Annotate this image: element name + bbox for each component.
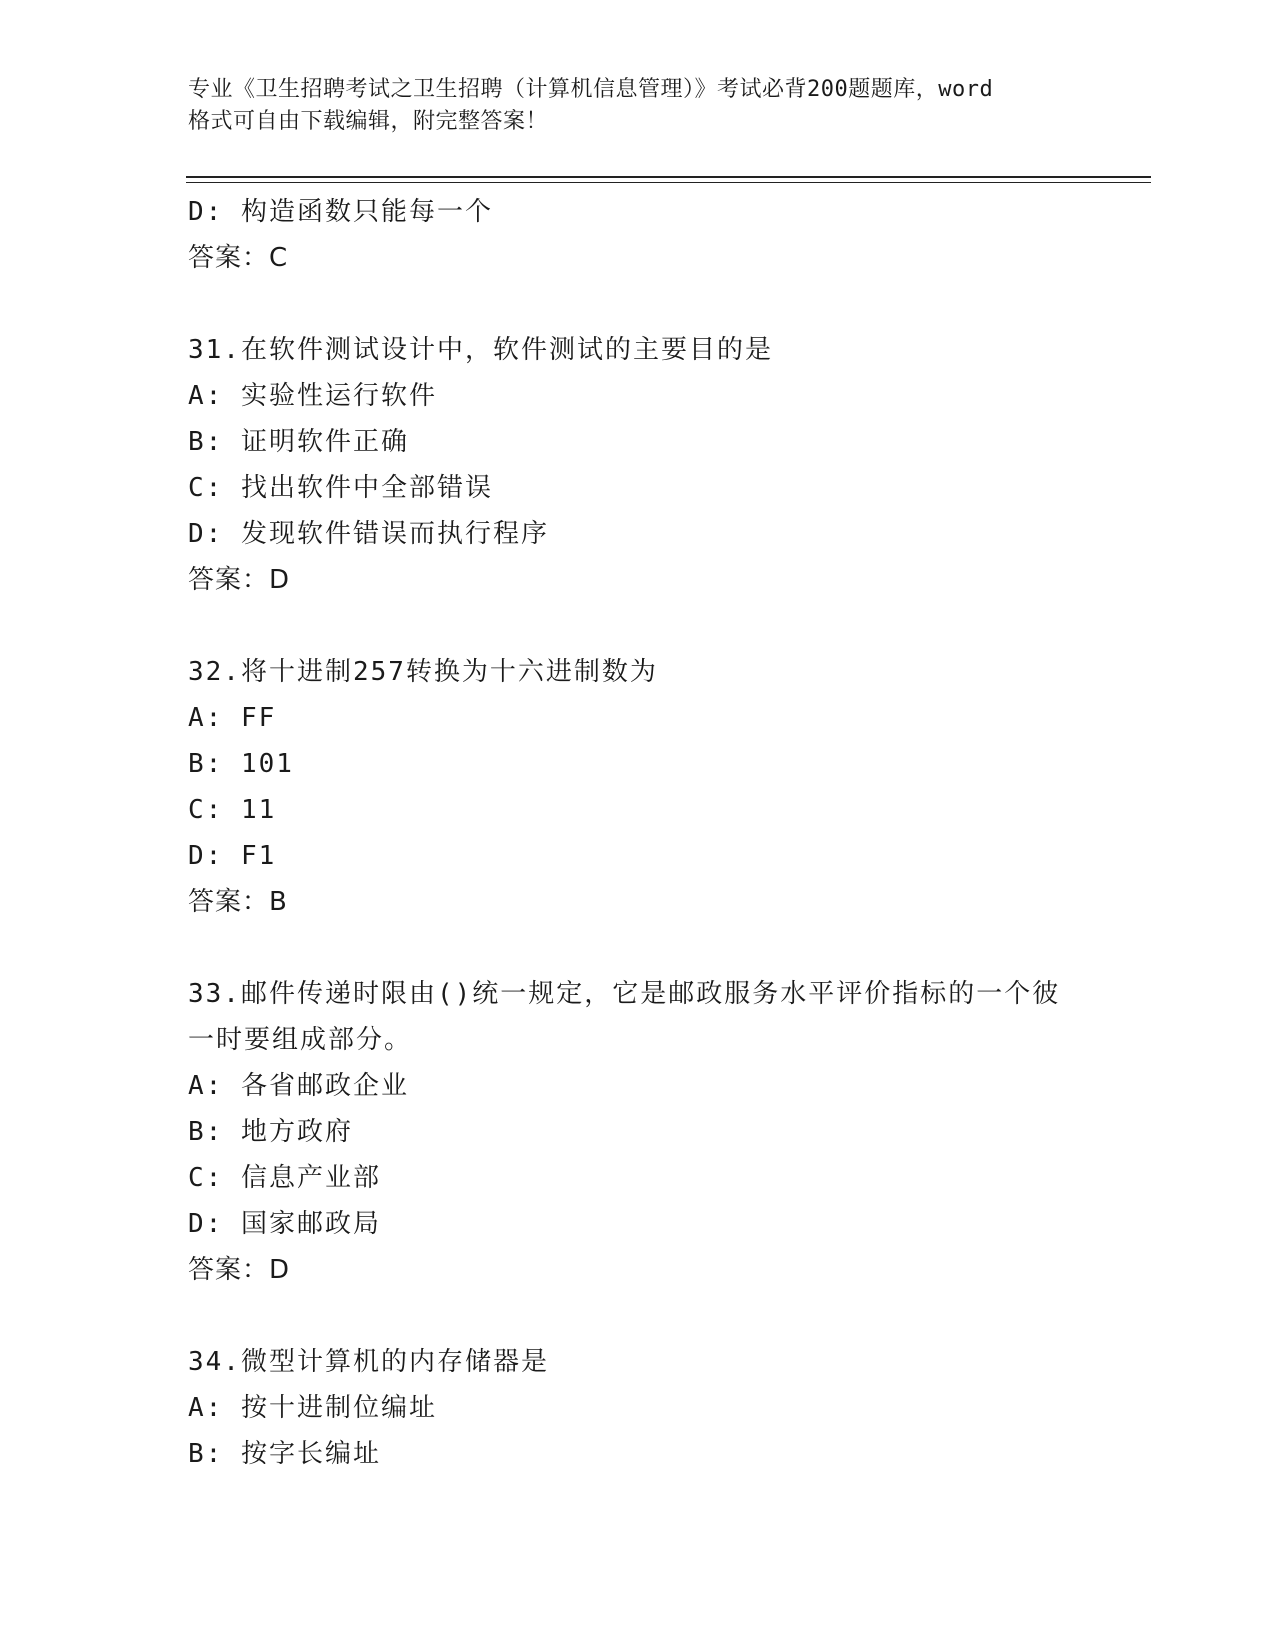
question-34 (188, 1339, 1088, 1477)
question-stem: 31.在软件测试设计中，软件测试的主要目的是 (188, 335, 773, 365)
document-header (188, 74, 1108, 138)
question-31 (188, 327, 1088, 603)
question-33 (188, 971, 1088, 1293)
option-a: A: 各省邮政企业 (188, 1071, 409, 1101)
question-32 (188, 649, 1088, 925)
header-title-line-2: 格式可自由下载编辑，附完整答案！ (188, 109, 549, 134)
option-d: D: 国家邮政局 (188, 1209, 381, 1239)
question-stem-line-2: 一时要组成部分。 (188, 1025, 413, 1055)
option-a: A: 按十进制位编址 (188, 1393, 437, 1423)
header-divider-thin (186, 182, 1151, 183)
prev-option-d: D: 构造函数只能每一个 (188, 197, 493, 227)
option-c: C: 11 (188, 795, 277, 825)
question-list (188, 189, 1088, 1477)
answer: 答案：D (188, 565, 291, 595)
question-stem-line-1: 33.邮件传递时限由()统一规定，它是邮政服务水平评价指标的一个彼 (188, 979, 1061, 1009)
option-b: B: 101 (188, 749, 294, 779)
prev-answer: 答案：C (188, 243, 289, 273)
spacer (188, 925, 1088, 971)
question-stem: 34.微型计算机的内存储器是 (188, 1347, 549, 1377)
spacer (188, 1293, 1088, 1339)
spacer (188, 281, 1088, 327)
option-d: D: 发现软件错误而执行程序 (188, 519, 549, 549)
option-b: B: 地方政府 (188, 1117, 353, 1147)
option-d: D: F1 (188, 841, 277, 871)
option-c: C: 信息产业部 (188, 1163, 381, 1193)
option-c: C: 找出软件中全部错误 (188, 473, 493, 503)
spacer (188, 603, 1088, 649)
question-stem: 32.将十进制257转换为十六进制数为 (188, 657, 658, 687)
option-b: B: 证明软件正确 (188, 427, 409, 457)
option-b: B: 按字长编址 (188, 1439, 381, 1469)
option-a: A: FF (188, 703, 277, 733)
answer: 答案：B (188, 887, 288, 917)
header-divider-thick (186, 176, 1151, 178)
option-a: A: 实验性运行软件 (188, 381, 437, 411)
header-title-line-1: 专业《卫生招聘考试之卫生招聘（计算机信息管理）》考试必背200题题库，word (188, 77, 994, 102)
answer: 答案：D (188, 1255, 291, 1285)
